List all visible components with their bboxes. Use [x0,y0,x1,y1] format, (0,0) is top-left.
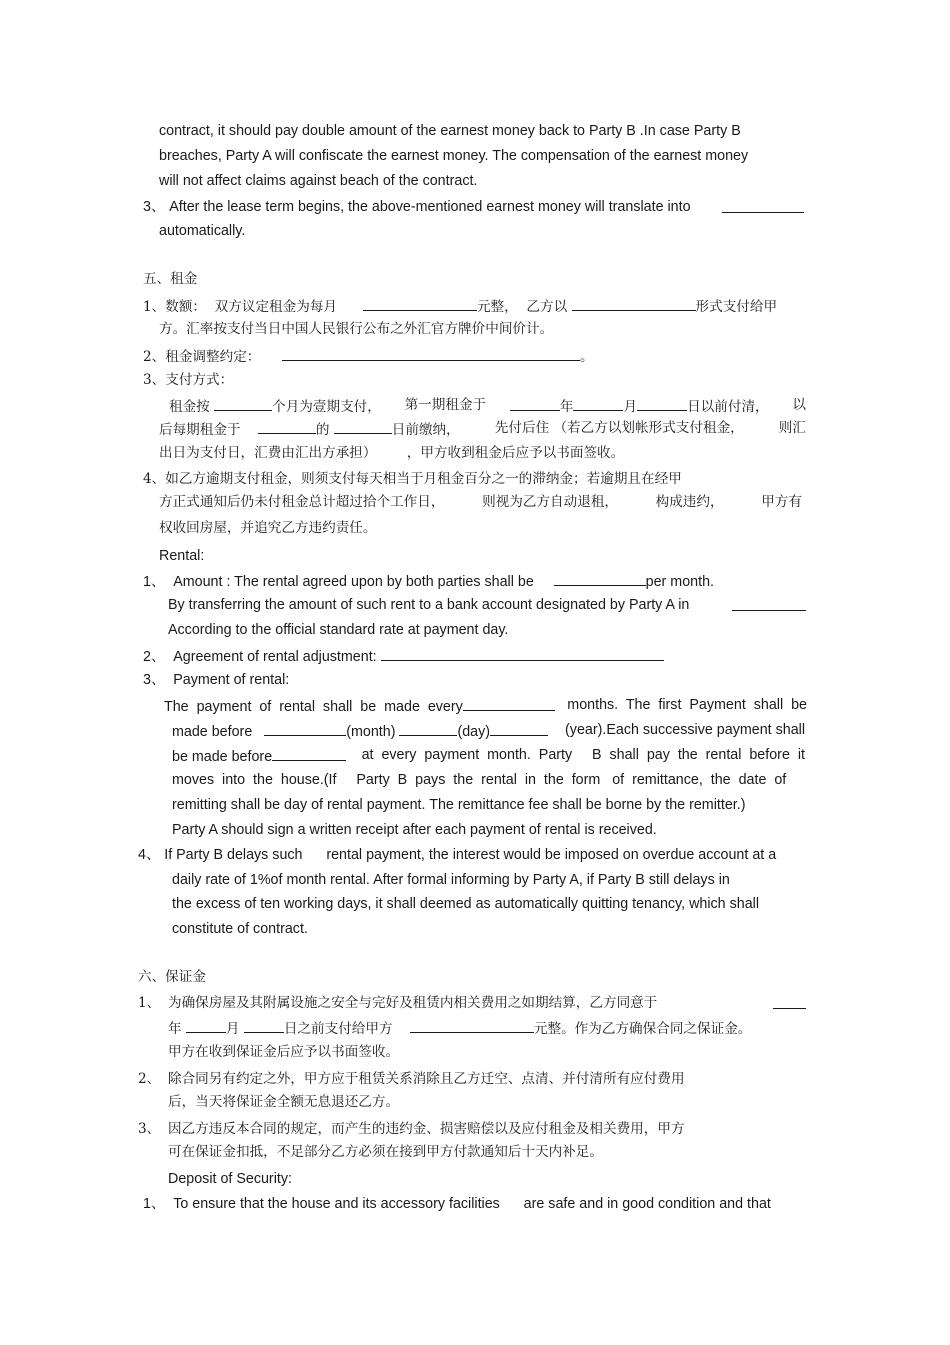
item-text: ，甲方收到租金后应予以书面签收。 [406,445,625,461]
earnest-line-1: contract, it should pay double amount of the earnest money back to Party B .In case Party B [159,123,741,139]
item-text: 元整。作为乙方确保合同之保证金。 [533,1021,752,1037]
item-text: 后每期租金于 [159,422,241,438]
item-text: Agreement of rental adjustment: [173,649,377,665]
item-text: (month) [346,724,396,740]
item-text: 个月为壹期支付， [272,399,381,415]
deposit-zh-item-3-line-2: 可在保证金扣抵，不足部分乙方必须在接到甲方付款通知后十天内补足。 [168,1144,603,1160]
rent-en-item-2 [143,646,664,666]
rent-en-item-4-line-4: constitute of contract. [172,921,308,937]
blank-field [244,1018,284,1033]
rent-en-item-1-line-3: According to the official standard rate at payment day. [168,622,509,638]
item-number: 1、 [143,574,166,590]
rent-zh-payment-line-1 [169,396,806,416]
earnest-blank [722,198,804,218]
text-run [169,396,381,416]
item-text: 元整， 乙方以 [476,299,568,315]
item-text: Payment of rental: [173,672,290,688]
blank-field [573,396,623,411]
blank-field [186,1018,226,1033]
blank-field [637,396,687,411]
rent-zh-item-1-cont: 方。汇率按支付当日中国人民银行公布之外汇官方牌价中间价计。 [159,321,554,337]
deposit-zh-item-2: 除合同另有约定之外，甲方应于租赁关系消除且乙方迁空、点清、并付清所有应付费用 [168,1071,685,1087]
text-run [510,396,769,416]
earnest-line-2: breaches, Party A will confiscate the earnest money. The compensation of the earnest money [159,148,749,164]
deposit-zh-item-3-number: 3、 [138,1121,161,1137]
rent-zh-payment-line-3 [159,444,624,462]
rent-zh-payment-line-2 [159,419,806,439]
section-heading-deposit-en: Deposit of Security: [168,1171,292,1187]
blank-field [773,994,806,1009]
blank-field [381,646,664,661]
item-number: 3、 [143,672,166,688]
item-text: (year).Each successive payment shall [565,722,805,738]
item-text: 先付后住 （若乙方以划帐形式支付租金， [494,420,744,436]
blank-field [334,419,392,434]
deposit-zh-blank [773,994,806,1014]
deposit-zh-item-1-line-3: 甲方在收到保证金后应予以书面签收。 [168,1044,400,1060]
blank-field [490,721,548,736]
item-text: 第一期租金于 [404,397,487,413]
rent-en-item-4-line-2: daily rate of 1%of month rental. After formal informing by Party A, if Party B still delays in [172,872,730,888]
deposit-zh-item-2-number: 2、 [138,1071,161,1087]
item-text: After the lease term begins, the above-mentioned earnest money will translate into [169,199,691,215]
item-text: 则汇 [778,420,806,436]
blank-field [554,571,646,586]
blank-field [572,296,696,311]
item-text: 数额： 双方议定租金为每月 [165,299,338,315]
rent-zh-item-3 [143,371,233,389]
item-text: months. The first Payment shall be [567,697,807,713]
item-text: 租金调整约定： [165,349,261,365]
section-heading-rent: 五、租金 [143,271,198,287]
rent-zh-item-4 [143,470,682,488]
rent-en-item-1-line-2: By transferring the amount of such rent to a bank account designated by Party A in [168,597,690,613]
item-number: 1、 [143,1196,166,1212]
section-heading-rental: Rental: [159,548,205,564]
item-text: 的 [315,422,330,438]
item-text: 月 [225,1021,240,1037]
deposit-zh-item-3: 因乙方违反本合同的规定，而产生的违约金、损害赔偿以及应付租金及相关费用，甲方 [168,1121,685,1137]
item-text: 以 [792,397,806,413]
item-number: 4、 [143,471,166,487]
item-text: 日前缴纳， [391,422,460,438]
item-text: (day) [457,724,491,740]
deposit-zh-item-1-line-2 [168,1018,751,1038]
item-number: 4、 [138,847,161,863]
earnest-item-3 [143,198,691,216]
item-text: 月 [623,399,638,415]
rent-en-item-1 [143,571,714,591]
item-text: 。 [580,349,594,365]
item-number: 1、 [143,299,166,315]
text-run [172,746,346,766]
rent-zh-item-4-line-3: 权收回房屋，并追究乙方违约责任。 [159,520,377,536]
item-text: 年 [168,1021,182,1037]
item-text: 如乙方逾期支付租金，则须支付每天相当于月租金百分之一的滞纳金；若逾期且在经甲 [165,471,682,487]
item-text: 日以前付清， [687,399,769,415]
item-text: Amount : The rental agreed upon by both parties shall be [173,574,534,590]
item-text: per month. [645,574,714,590]
blank-field [272,746,346,761]
deposit-zh-item-2-line-2: 后，当天将保证金全额无息退还乙方。 [168,1094,400,1110]
item-text: 租金按 [169,399,210,415]
item-text: be made before [172,749,273,765]
rent-en-payment-line-2 [172,721,805,741]
deposit-zh-item-1: 为确保房屋及其附属设施之安全与完好及租赁内相关费用之如期结算，乙方同意于 [168,995,658,1011]
item-text: made before [172,724,253,740]
rent-en-payment-line-5: remitting shall be day of rental payment. The remittance fee shall be borne by the remitter.) [172,797,746,813]
blank-field [722,198,804,213]
blank-field [258,419,316,434]
item-number: 3、 [143,372,166,388]
item-number: 2、 [143,349,166,365]
rent-en-item-4 [138,846,776,864]
rent-zh-item-4-line-2 [159,493,802,511]
text-run [172,721,548,741]
text-run [159,419,460,439]
item-text: at every payment month. Party B shall pay the rental before it [361,747,805,763]
rent-zh-item-2 [143,346,594,366]
rent-zh-item-1 [143,296,777,316]
blank-field [363,296,477,311]
deposit-en-item-1 [143,1195,771,1213]
rent-en-item-3 [143,671,289,689]
blank-field [264,721,346,736]
item-text: 则视为乙方自动退租， [482,494,619,510]
item-text: The payment of rental shall be made every [164,699,463,715]
item-text: If Party B delays such rental payment, the interest would be imposed on overdue account at a [164,847,777,863]
rent-en-payment-line-4: moves into the house.(If Party B pays the rental in the form of remittance, the date of [172,772,787,788]
blank-field [410,1018,534,1033]
item-text: 方正式通知后仍未付租金总计超过拾个工作日， [159,494,445,510]
earnest-item-3-cont: automatically. [159,223,246,239]
rent-en-payment-line-6: Party A should sign a written receipt after each payment of rental is received. [172,822,657,838]
earnest-line-3: will not affect claims against beach of the contract. [159,173,478,189]
section-heading-deposit: 六、保证金 [138,969,206,985]
item-text: 甲方有 [761,494,802,510]
item-number: 2、 [143,649,166,665]
item-number: 3、 [143,199,166,215]
blank-field [463,696,555,711]
rent-en-item-4-line-3: the excess of ten working days, it shall deemed as automatically quitting tenancy, which shall [172,896,760,912]
item-text: 构成违约， [655,494,724,510]
item-text: 形式支付给甲 [695,299,778,315]
rent-en-payment-line-1 [164,696,807,716]
blank-field [399,721,457,736]
blank-field [732,596,806,611]
item-text: To ensure that the house and its accessory facilities are safe and in good condition and that [173,1196,771,1212]
item-text: 年 [559,399,574,415]
blank-field [282,346,580,361]
text-run [164,696,555,716]
deposit-zh-item-1-number: 1、 [138,995,161,1011]
rent-en-payment-line-3 [172,746,805,766]
item-text: 日之前支付给甲方 [283,1021,393,1037]
blank-field [214,396,272,411]
item-text: 出日为支付日，汇费由汇出方承担） [159,445,377,461]
rent-en-blank [732,596,806,616]
blank-field [510,396,560,411]
item-text: 支付方式： [165,372,234,388]
